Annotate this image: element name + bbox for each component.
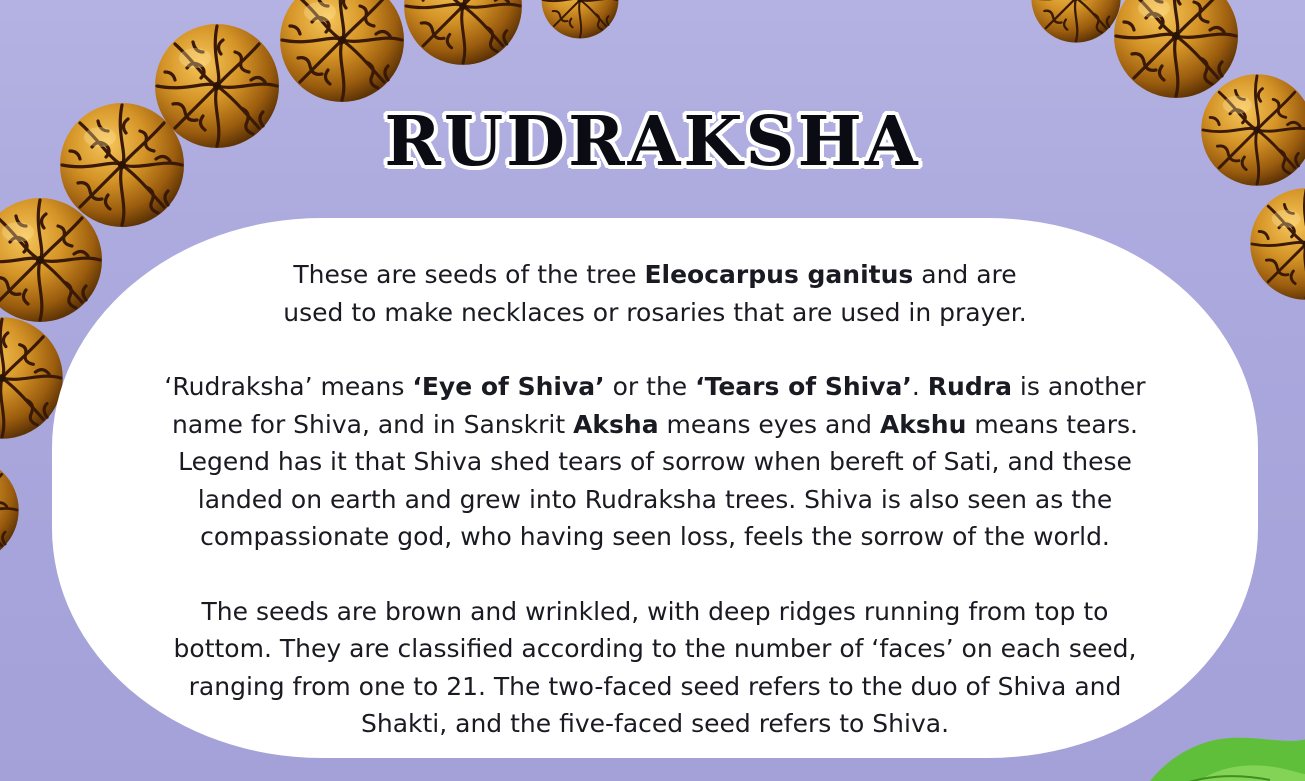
article-body xyxy=(52,256,1258,780)
text-span: compassionate god, who having seen loss, feels the sorrow of the world. xyxy=(200,522,1110,551)
text-span: Legend has it that Shiva shed tears of sorrow when bereft of Sati, and these xyxy=(178,447,1132,476)
text-span: used to make necklaces or rosaries that are used in prayer. xyxy=(283,297,1027,327)
paragraph-seeds xyxy=(52,593,1258,743)
text-span: ‘Rudraksha’ means xyxy=(164,372,413,401)
text-span: The seeds are brown and wrinkled, with deep ridges running from top to xyxy=(201,596,1109,626)
text-span: or the xyxy=(604,372,696,401)
leaf-decoration xyxy=(1120,710,1305,781)
bold-term: Rudra xyxy=(927,372,1012,401)
bold-term: ‘Tears of Shiva’ xyxy=(695,372,912,401)
paragraph-meaning xyxy=(52,368,1258,556)
bold-term: Eleocarpus ganitus xyxy=(644,260,914,289)
text-span: ranging from one to 21. The two-faced seed refers to the duo of Shiva and xyxy=(188,671,1122,701)
text-span: name for Shiva, and in Sanskrit xyxy=(172,409,574,439)
bold-term: Aksha xyxy=(573,409,659,439)
page-title: RUDRAKSHA xyxy=(384,102,921,182)
text-span: . xyxy=(911,372,928,401)
bold-term: ‘Eye of Shiva’ xyxy=(412,372,605,401)
text-span: Shakti, and the five-faced seed refers to Shiva. xyxy=(360,709,950,738)
bold-term: Akshu xyxy=(879,409,967,439)
text-span: These are seeds of the tree xyxy=(293,260,645,289)
text-span: and are xyxy=(913,260,1017,289)
paragraph-intro xyxy=(52,256,1258,331)
text-span: is another xyxy=(1011,372,1146,401)
text-span: means eyes and xyxy=(658,409,880,439)
text-span: landed on earth and grew into Rudraksha trees. Shiva is also seen as the xyxy=(197,484,1113,514)
text-span: bottom. They are classified according to the number of ‘faces’ on each seed, xyxy=(173,634,1137,663)
text-span: means tears. xyxy=(966,409,1138,439)
